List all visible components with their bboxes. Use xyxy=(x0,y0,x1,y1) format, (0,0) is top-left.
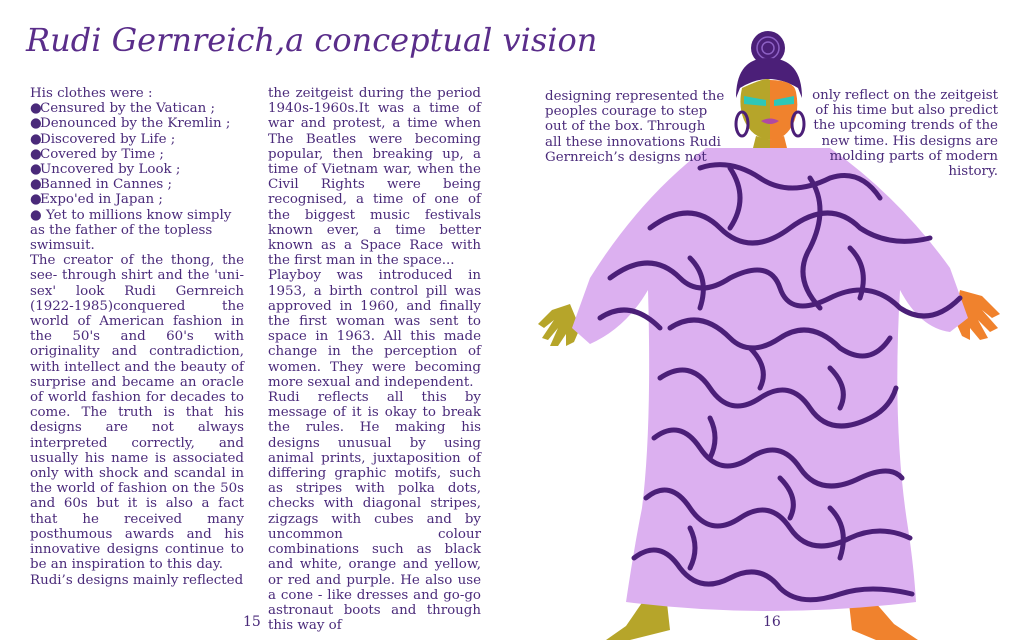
dress xyxy=(572,148,968,611)
bullet-icon: ● xyxy=(30,162,42,178)
list-item: ● Uncovered by Look ; xyxy=(30,162,181,178)
bullet-icon: ● xyxy=(30,101,42,117)
clothes-list xyxy=(30,101,244,253)
page-number-right: 16 xyxy=(763,614,781,630)
paragraph-creator: The creator of the thong, the see- through shirt and the 'uni-sex' look Rudi Gernreich (1922-1985)conquered the world of American fashion in the 50's and 60's with originality and contradiction, with intellect and the beauty of surprise and became an oracle of world fashion for decades to come. The truth is that his designs are not always interpreted correctly, and usually his name is associated only with shock and scandal in the world of fashion on the 50s and 60s but it is also a fact that he received many posthumous awards and his innovative designs continue to be an inspiration to this day. xyxy=(30,253,244,573)
bullet-icon: ● xyxy=(30,131,42,147)
paragraph-rules: Rudi reflects all this by message of it is okay to break the rules. He making his designs unusual by using animal prints, juxtaposition of differing graphic motifs, such as stripes with polka dots, checks with diagonal stripes, zigzags with cubes and by uncommon colour combinations such as black and white, orange and yellow, or red and purple. He also use a cone - like dresses and go-go astronaut boots and through this way of xyxy=(268,390,481,634)
list-item: ● Expo'ed in Japan ; xyxy=(30,192,163,208)
bullet-icon: ● xyxy=(30,116,42,132)
left-column-1 xyxy=(30,86,244,588)
face-left xyxy=(740,79,770,140)
page-title: Rudi Gernreich,a conceptual vision xyxy=(26,21,598,59)
list-item: ● Denounced by the Kremlin ; xyxy=(30,116,231,132)
list-item: ● Discovered by Life ; xyxy=(30,131,176,147)
right-column-2: only reflect on the zeitgeist of his time but also predict the upcoming trends of the new time. His designs are molding parts of modern history. xyxy=(812,88,998,180)
page-number-left: 15 xyxy=(243,614,261,630)
bullet-icon: ● xyxy=(30,177,42,193)
list-item: ● Yet to millions know simply as the father of the topless swimsuit. xyxy=(30,207,232,254)
list-item: ● Censured by the Vatican ; xyxy=(30,101,215,117)
left-column-2 xyxy=(268,86,481,633)
right-column-1: designing represented the peoples courage to step out of the box. Through all these innovations Rudi Gernreich’s designs not xyxy=(545,89,725,165)
paragraph-reflected: Rudi’s designs mainly reflected xyxy=(30,572,244,588)
bullet-icon: ● xyxy=(30,207,42,223)
intro-text: His clothes were : xyxy=(30,86,153,101)
paragraph-zeitgeist: the zeitgeist during the period 1940s-1960s.It was a time of war and protest, a time when The Beatles were becoming popular, then breaking up, a time of Vietnam war, when the Civil Rights were being recognised, a time of one of the biggest music festivals known ever, a time better known as a Space Race with the first man in the space... xyxy=(268,86,481,269)
bullet-icon: ● xyxy=(30,146,42,162)
list-item: ● Covered by Time ; xyxy=(30,146,164,162)
list-item: ● Banned in Cannes ; xyxy=(30,177,173,193)
bullet-icon: ● xyxy=(30,192,42,208)
paragraph-playboy: Playboy was introduced in 1953, a birth control pill was approved in 1960, and finally the first woman was sent to space in 1963. All this made change in the perception of women. They were becoming more sexual and independent. xyxy=(268,268,481,390)
